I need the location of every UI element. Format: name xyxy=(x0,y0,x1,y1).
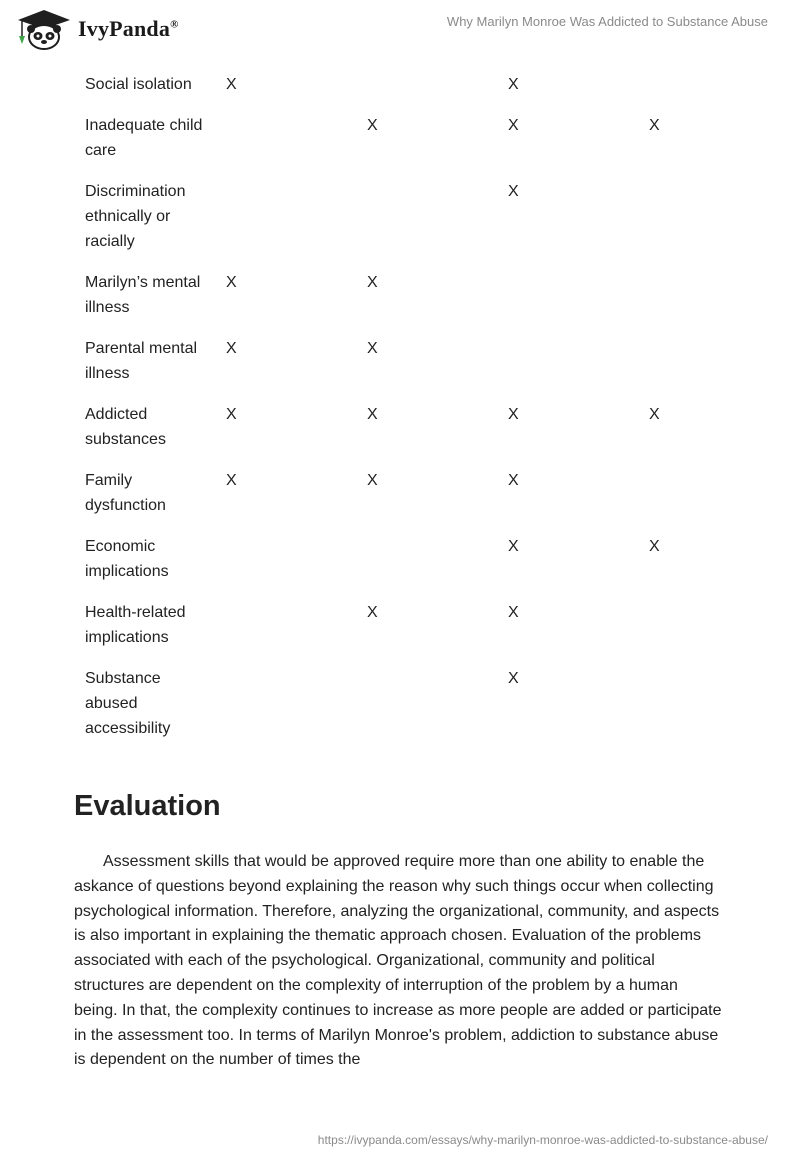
row-label: Substance abused accessibility xyxy=(85,670,171,737)
table-cell-mark: X xyxy=(508,76,519,93)
source-url-link[interactable]: https://ivypanda.com/essays/why-marilyn-monroe-was-addicted-to-substance-abuse/ xyxy=(317,1133,768,1147)
table-cell-mark: X xyxy=(508,183,519,200)
table-cell-mark: X xyxy=(367,340,378,357)
table-cell-mark xyxy=(638,660,739,751)
table-cell-mark xyxy=(356,66,497,107)
table-cell-mark xyxy=(638,173,739,264)
table-cell-mark: X xyxy=(226,274,237,291)
table-cell-mark: X xyxy=(508,670,519,687)
row-label: Health-related implications xyxy=(85,604,186,646)
table-cell-mark: X xyxy=(226,406,237,423)
table-row xyxy=(74,396,739,462)
table-cell-mark: X xyxy=(508,604,519,621)
table-cell-mark: X xyxy=(226,472,237,489)
table-cell-mark: X xyxy=(649,117,660,134)
table-cell-mark xyxy=(356,660,497,751)
table-row xyxy=(74,264,739,330)
table-cell-mark xyxy=(497,264,638,330)
table-cell-mark: X xyxy=(508,117,519,134)
factors-table xyxy=(74,66,739,751)
table-cell-mark xyxy=(356,528,497,594)
table-cell-mark: X xyxy=(649,406,660,423)
table-row xyxy=(74,660,739,751)
table-cell-mark xyxy=(215,528,356,594)
document-title: Why Marilyn Monroe Was Addicted to Substance Abuse xyxy=(446,14,768,29)
row-label: Marilyn’s mental illness xyxy=(85,274,201,316)
table-row xyxy=(74,462,739,528)
table-row xyxy=(74,330,739,396)
table-cell-mark xyxy=(638,330,739,396)
table-row xyxy=(74,594,739,660)
table-cell-mark: X xyxy=(367,117,378,134)
table-row xyxy=(74,528,739,594)
table-cell-mark: X xyxy=(367,604,378,621)
row-label: Family dysfunction xyxy=(85,472,166,514)
table-cell-mark: X xyxy=(367,274,378,291)
brand-logo[interactable] xyxy=(14,8,179,50)
table-cell-mark: X xyxy=(226,340,237,357)
row-label: Economic implications xyxy=(85,538,169,580)
section-heading: Evaluation xyxy=(74,790,221,822)
table-cell-mark xyxy=(215,594,356,660)
row-label: Discrimination ethnically or racially xyxy=(85,183,186,250)
table-cell-mark: X xyxy=(649,538,660,555)
table-cell-mark: X xyxy=(508,538,519,555)
table-cell-mark xyxy=(215,660,356,751)
table-cell-mark: X xyxy=(367,406,378,423)
table-cell-mark xyxy=(215,107,356,173)
row-label: Social isolation xyxy=(85,76,192,93)
row-label: Parental mental illness xyxy=(85,340,198,382)
panda-mascot-icon xyxy=(14,8,74,50)
table-cell-mark xyxy=(638,66,739,107)
table-cell-mark: X xyxy=(508,406,519,423)
row-label: Inadequate child care xyxy=(85,117,203,159)
table-cell-mark: X xyxy=(367,472,378,489)
section-paragraph: Assessment skills that would be approved require more than one ability to enable the askance of questions beyond explaining the reason why such things occur when collecting psychological information. Therefore, analyzing the organizational, community, and aspects is also important in explaining the thematic approach chosen. Evaluation of the problems associated with each of the psychological. Organizational, community and political structures are dependent on the complexity of interruption of the problem by a human being. In that, the complexity continues to increase as more people are added or participate in the assessment too. In terms of Marilyn Monroe's problem, addiction to substance abuse is dependent on the number of times the xyxy=(74,853,722,1069)
table-row xyxy=(74,107,739,173)
row-label: Addicted substances xyxy=(85,406,166,448)
table-cell-mark xyxy=(638,264,739,330)
table-cell-mark xyxy=(215,173,356,264)
table-row xyxy=(74,66,739,107)
table-cell-mark xyxy=(356,173,497,264)
table-row xyxy=(74,173,739,264)
table-cell-mark xyxy=(638,462,739,528)
table-cell-mark xyxy=(497,330,638,396)
table-cell-mark: X xyxy=(226,76,237,93)
table-cell-mark xyxy=(638,594,739,660)
table-cell-mark: X xyxy=(508,472,519,489)
brand-name: IvyPanda® xyxy=(78,16,179,41)
